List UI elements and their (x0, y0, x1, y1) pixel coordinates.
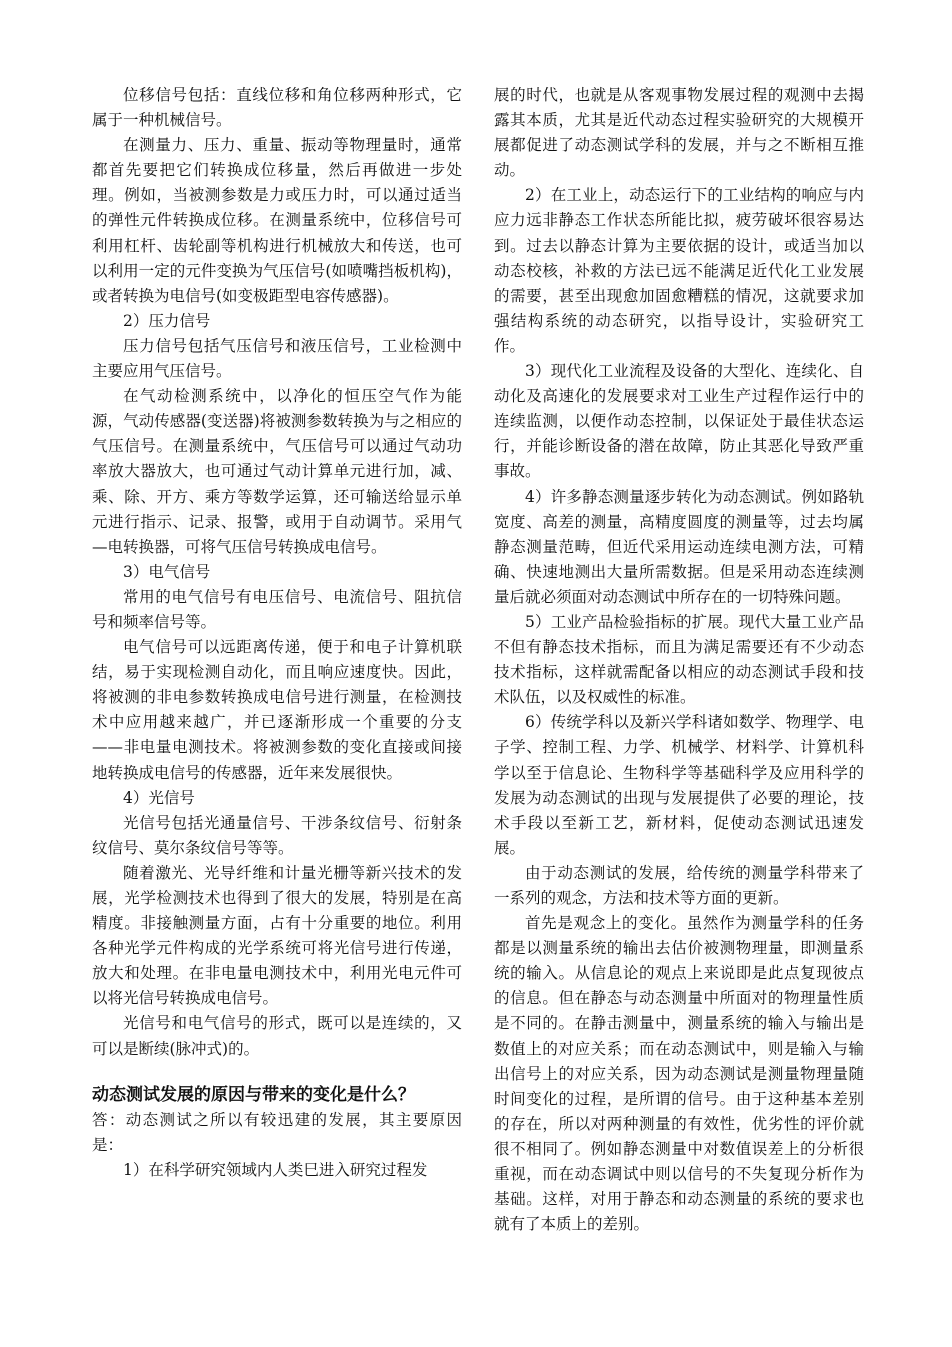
paragraph: 在气动检测系统中，以净化的恒压空气作为能源，气动传感器(变送器)将被测参数转换为与之相应的气压信号。在测量系统中，气压信号可以通过气动功率放大器放大，也可通过气动计算单元进行加，减、乘、除、开方、乘方等数学运算，还可输送给显示单元进行指示、记录、报警，或用于自动调节。采用气—电转换器，可将气压信号转换成电信号。 (92, 387, 462, 556)
paragraph: 1）在科学研究领域内人类巳进入研究过程发 (123, 1160, 428, 1179)
right-column (494, 83, 864, 1237)
paragraph: 5）工业产品检验指标的扩展。现代大量工业产品不但有静态技术指标，而且为满足需要还有不少动态技术指标，这样就需配备以相应的动态测试手段和技术队伍，以及权威性的标准。 (494, 612, 864, 707)
paragraph: 6）传统学科以及新兴学科诸如数学、物理学、电子学、控制工程、力学、机械学、材料学、计算机科学以至于信息论、生物科学等基础科学及应用科学的发展为动态测试的出现与发展提供了必要的理论，技术手段以至新工艺，新材料，促使动态测试迅速发展。 (494, 713, 864, 857)
paragraph: 4）许多静态测量逐步转化为动态测试。例如路轨宽度、高差的测量，高精度圆度的测量等，过去均属静态测量范畴，但近代采用运动连续电测方法，可精确、快速地测出大量所需数据。但是采用动态连续测量后就必须面对动态测试中所存在的一切特殊问题。 (494, 487, 864, 606)
paragraph: 光信号和电气信号的形式，既可以是连续的，又可以是断续(脉冲式)的。 (92, 1014, 462, 1058)
paragraph: 位移信号包括：直线位移和角位移两种形式，它属于一种机械信号。 (92, 86, 462, 130)
paragraph: 常用的电气信号有电压信号、电流信号、阻抗信号和频率信号等。 (92, 587, 462, 631)
paragraph: 压力信号包括气压信号和液压信号，工业检测中主要应用气压信号。 (92, 336, 462, 381)
subsection-label: 4）光信号 (123, 788, 195, 807)
left-column (92, 83, 462, 1183)
paragraph: 首先是观念上的变化。虽然作为测量学科的任务都是以测量系统的输出去估价被测物理量，即测量系统的输入。从信息论的观点上来说即是此点复现彼点的信息。但在静态与动态测量中所面对的物理量性质是不同的。在静击测量中，测量系统的输入与输出是数值上的对应关系；而在动态测试中，则是输入与输出信号上的对应关系，因为动态测试是测量物理量随时间变化的过程，是所谓的信号。由于这种基本差别的存在，所以对两种测量的有效性，优劣性的评价就很不相同了。例如静态测量中对数值误差上的分析很重视，而在动态调试中则以信号的不失复现分析作为基础。这样，对用于静态和动态测量的系统的要求也就有了本质上的差别。 (494, 914, 864, 1234)
answer-paragraph: 答：动态测试之所以有较迅建的发展，其主要原因是： (92, 1110, 462, 1154)
paragraph: 3）现代化工业流程及设备的大型化、连续化、自动化及高速化的发展要求对工业生产过程作运行中的连续监测，以便作动态控制，以保证处于最佳状态运行，并能诊断设备的潜在故障，防止其恶化导致严重事故。 (494, 362, 864, 481)
question-heading: 动态测试发展的原因与带来的变化是什么？ (92, 1084, 415, 1105)
paragraph: 电气信号可以远距离传递，便于和电子计算机联结，易于实现检测自动化，而且响应速度快。因此，将被测的非电参数转换成电信号进行测量，在检测技术中应用越来越广，并已逐渐形成一个重要的分支——非电量电测技术。将被测参数的变化直接或间接地转换成电信号的传感器，近年来发展很快。 (92, 638, 462, 782)
subsection-label: 3）电气信号 (123, 562, 211, 581)
paragraph: 由于动态测试的发展，给传统的测量学科带来了一系列的观念，方法和技术等方面的更新。 (494, 863, 864, 907)
paragraph: 展的时代，也就是从客观事物发展过程的观测中去揭露其本质，尤其是近代动态过程实验研究的大规模开展都促进了动态测试学科的发展，并与之不断相互推动。 (494, 86, 864, 180)
paragraph: 2）在工业上，动态运行下的工业结构的响应与内应力远非静态工作状态所能比拟，疲劳破坏很容易达到。过去以静态计算为主要依据的设计，或适当加以动态校核，补救的方法已远不能满足近代化工业发展的需要，甚至出现愈加固愈糟糕的情况，这就要求加强结构系统的动态研究，以指导设计，实验研究工作。 (494, 186, 864, 355)
subsection-label: 2）压力信号 (123, 311, 211, 330)
paragraph: 在测量力、压力、重量、振动等物理量时，通常都首先要把它们转换成位移量，然后再做进一步处理。例如，当被测参数是力或压力时，可以通过适当的弹性元件转换成位移。在测量系统中，位移信号可利用杠杆、齿轮副等机构进行机械放大和传送，也可以利用一定的元件变换为气压信号(如喷嘴挡板机构)，或者转换为电信号(如变极距型电容传感器)。 (92, 136, 462, 305)
paragraph: 光信号包括光通量信号、干涉条纹信号、衍射条纹信号、莫尔条纹信号等等。 (92, 813, 462, 857)
paragraph: 随着激光、光导纤维和计量光栅等新兴技术的发展，光学检测技术也得到了很大的发展，特别是在高精度。非接触测量方面，占有十分重要的地位。利用各种光学元件构成的光学系统可将光信号进行传递，放大和处理。在非电量电测技术中，利用光电元件可以将光信号转换成电信号。 (92, 863, 462, 1008)
